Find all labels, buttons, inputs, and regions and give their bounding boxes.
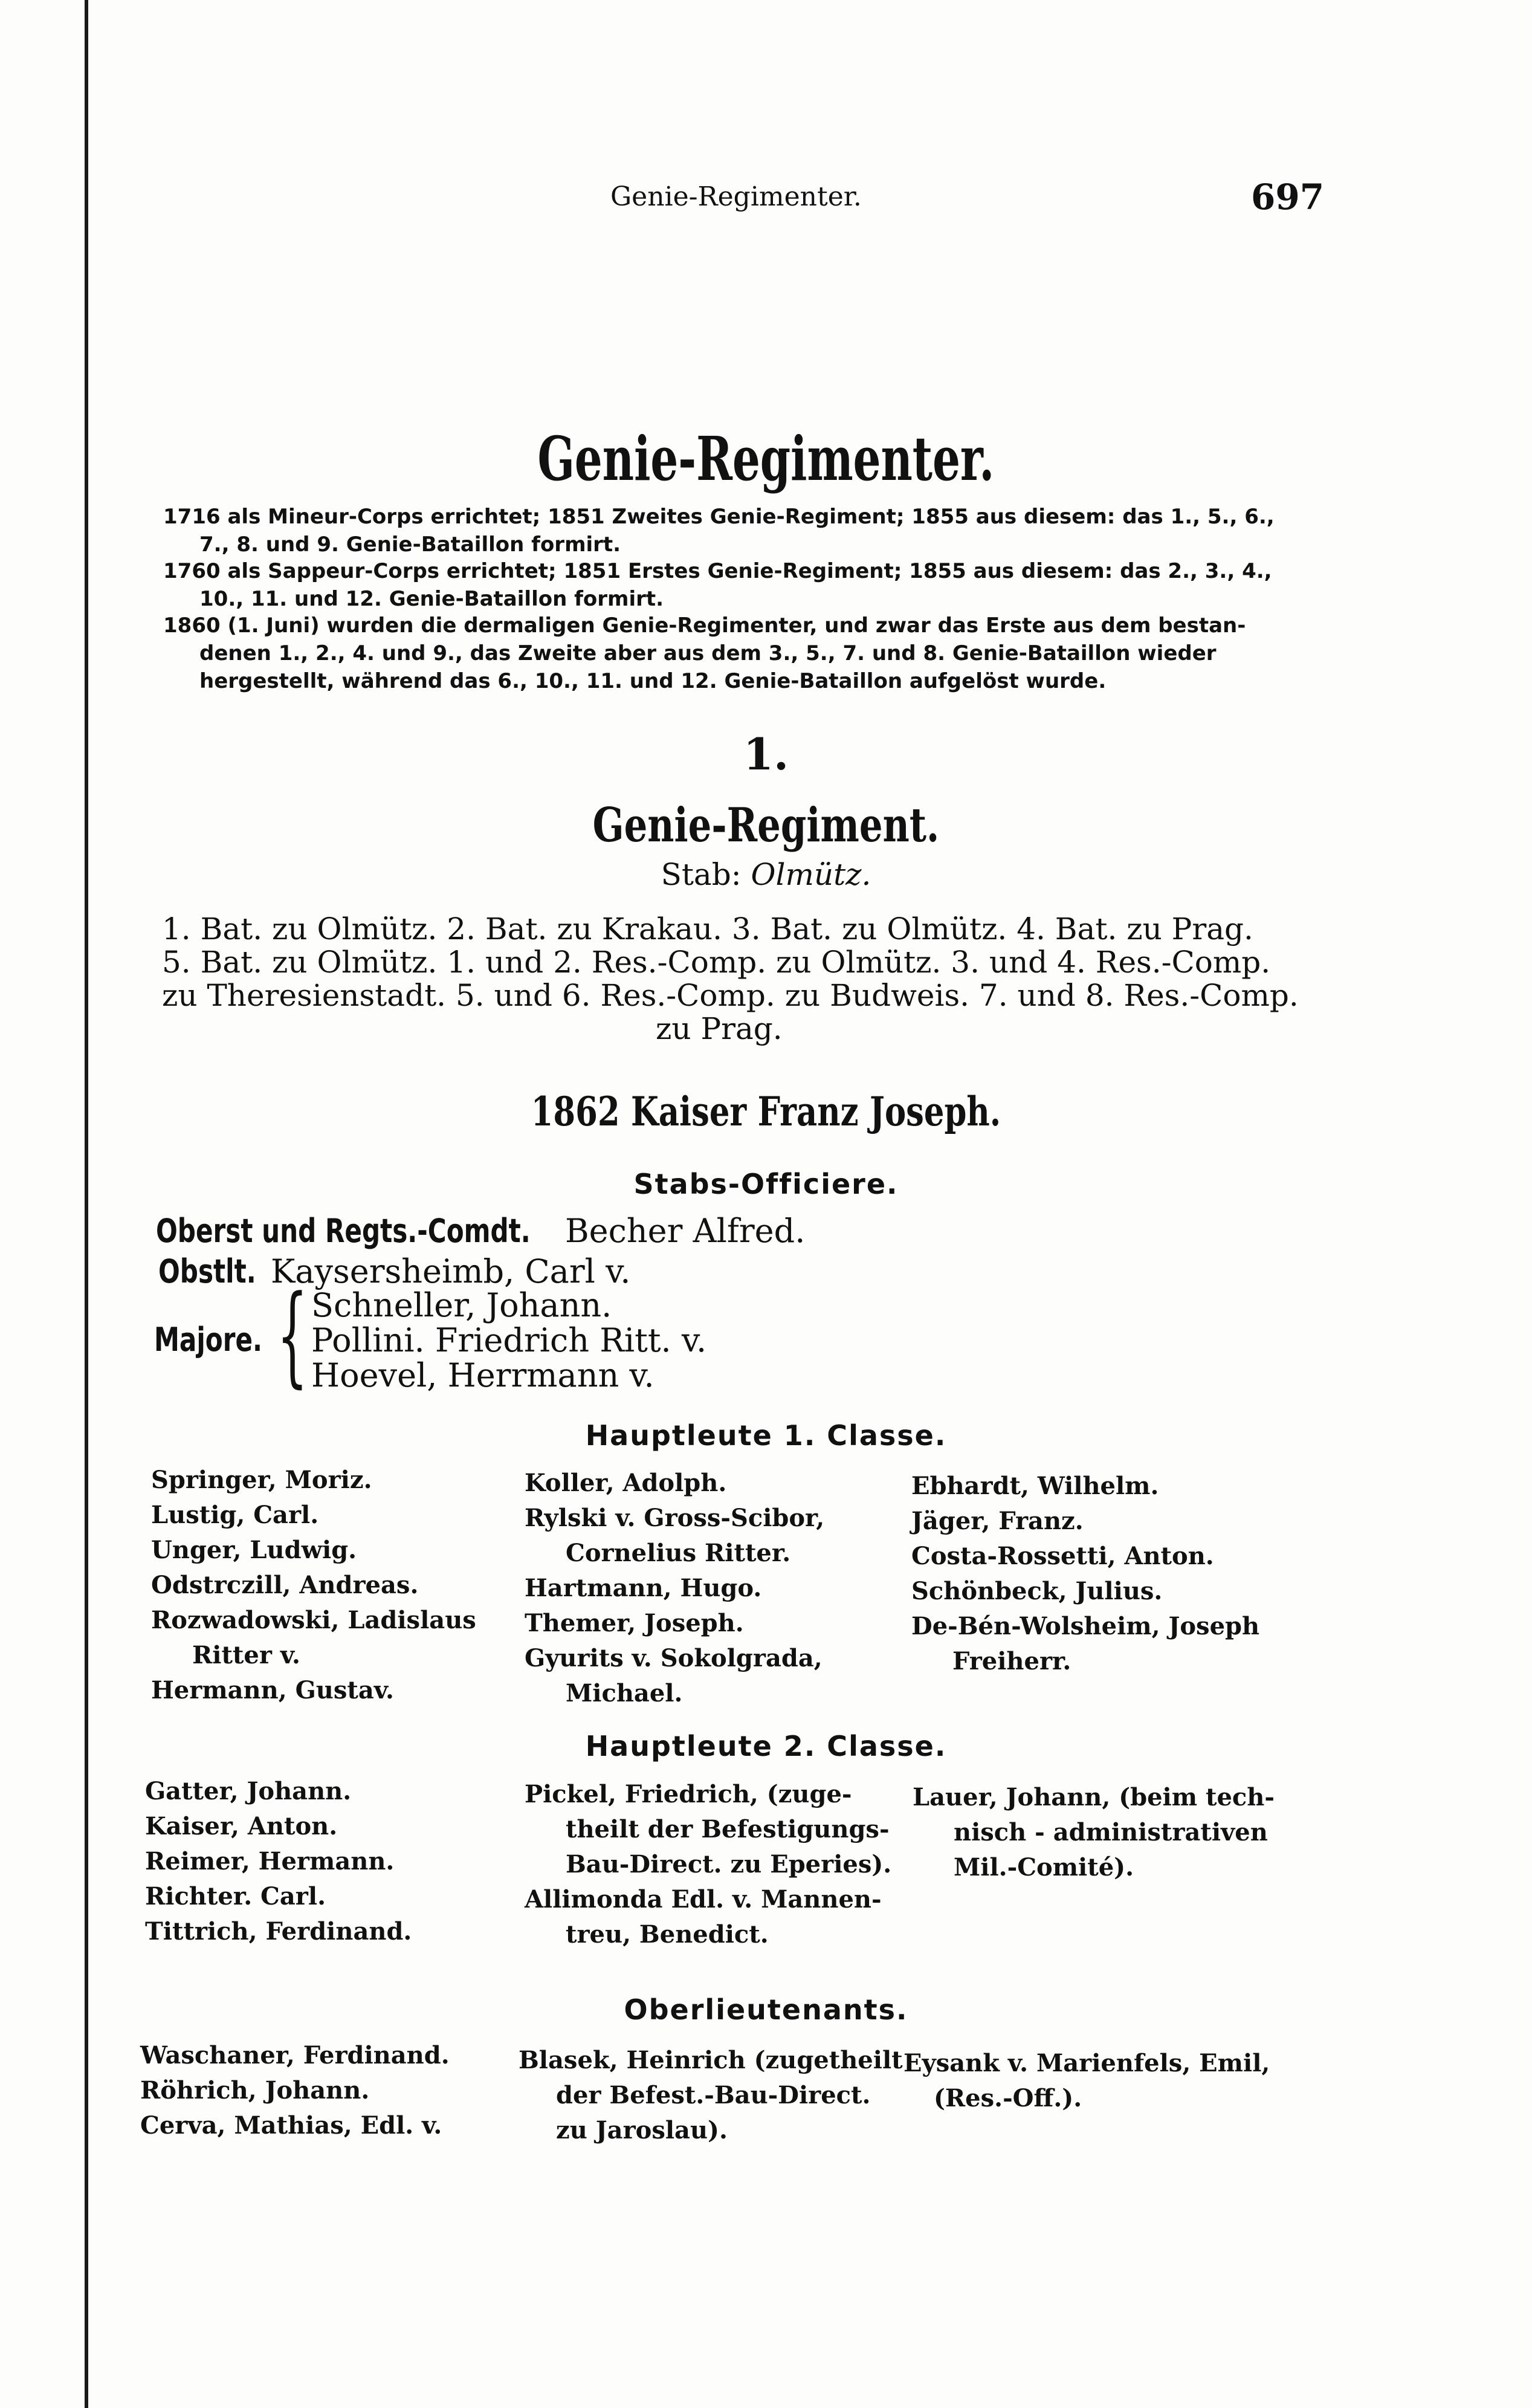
owner-heading: 1862 Kaiser Franz Joseph. xyxy=(531,1088,1001,1135)
entry-continuation: Bau-Direct. zu Eperies). xyxy=(566,1850,892,1879)
entry-continuation: Michael. xyxy=(566,1679,683,1707)
entry-continuation: zu Jaroslau). xyxy=(556,2116,728,2144)
left-margin-rule xyxy=(85,0,88,2408)
entry-line: Allimonda Edl. v. Mannen- xyxy=(525,1885,882,1914)
history-line: 1860 (1. Juni) wurden die dermaligen Genie-Regimenter, und zwar das Erste aus dem bestan- xyxy=(163,613,1246,638)
list-item xyxy=(525,1501,824,1571)
history-entry xyxy=(163,557,1293,613)
history-line: denen 1., 2., 4. und 9., das Zweite aber aus dem 3., 5., 7. und 8. Genie-Bataillon wieder hergestellt, während das 6., 10., 11. und 12. Genie-Bataillon aufgelöst wurde. xyxy=(199,641,1217,693)
entry-line: Gyurits v. Sokolgrada, xyxy=(525,1644,823,1672)
stab-label: Stab: xyxy=(661,857,742,892)
entry-continuation: Mil.-Comité). xyxy=(954,1853,1134,1882)
majore-label: Majore. xyxy=(154,1321,263,1359)
entry-continuation: Cornelius Ritter. xyxy=(566,1539,791,1567)
list-item: Themer, Joseph. xyxy=(525,1609,744,1637)
list-item: Cerva, Mathias, Edl. v. xyxy=(140,2111,442,2140)
list-item: Koller, Adolph. xyxy=(525,1469,727,1497)
stab-line xyxy=(0,857,1532,892)
list-item xyxy=(911,1609,1259,1679)
list-item: Hartmann, Hugo. xyxy=(525,1574,762,1602)
obstlt-label: Obstlt. xyxy=(158,1252,256,1290)
entry-line: Rozwadowski, Ladislaus xyxy=(151,1606,476,1634)
list-item: Odstrczill, Andreas. xyxy=(151,1571,419,1599)
list-item: Schönbeck, Julius. xyxy=(911,1577,1163,1605)
hauptleute-2-column-3 xyxy=(913,1780,1275,1885)
majore-row xyxy=(154,1321,293,1359)
list-item: Jäger, Franz. xyxy=(911,1507,1084,1535)
list-item: Kaiser, Anton. xyxy=(145,1812,338,1840)
oberlieutenants-column-3 xyxy=(903,2046,1270,2116)
list-item xyxy=(525,1777,891,1882)
list-item: Unger, Ludwig. xyxy=(151,1536,357,1564)
list-item xyxy=(519,2043,903,2148)
garrison-line: zu Prag. xyxy=(656,1011,783,1046)
oberst-name: Becher Alfred. xyxy=(565,1212,806,1250)
regiment-number: 1. xyxy=(743,728,789,780)
history-line: 7., 8. und 9. Genie-Bataillon formirt. xyxy=(199,532,621,557)
entry-continuation: der Befest.-Bau-Direct. xyxy=(556,2081,871,2109)
obstlt-row xyxy=(158,1252,283,1290)
section-heading-hauptleute-2: Hauptleute 2. Classe. xyxy=(585,1730,947,1762)
entry-line: De-Bén-Wolsheim, Joseph xyxy=(911,1612,1260,1640)
list-item: Costa-Rossetti, Anton. xyxy=(911,1542,1214,1570)
list-item xyxy=(913,1780,1275,1885)
hauptleute-1-column-1 xyxy=(151,1463,476,1708)
list-item: Ebhardt, Wilhelm. xyxy=(911,1472,1159,1500)
list-item: Tittrich, Ferdinand. xyxy=(145,1917,412,1946)
history-line: 1716 als Mineur-Corps errichtet; 1851 Zweites Genie-Regiment; 1855 aus diesem: das 1., 5., 6., xyxy=(163,505,1275,529)
major-name: Schneller, Johann. xyxy=(311,1286,612,1324)
list-item: Lustig, Carl. xyxy=(151,1501,319,1529)
stab-place: Olmütz. xyxy=(751,857,871,892)
garrison-line: zu Theresienstadt. 5. und 6. Res.-Comp. zu Budweis. 7. und 8. Res.-Comp. xyxy=(162,978,1299,1013)
section-heading-hauptleute-1: Hauptleute 1. Classe. xyxy=(585,1419,947,1452)
history-line: 1760 als Sappeur-Corps errichtet; 1851 Erstes Genie-Regiment; 1855 aus diesem: das 2., 3., 4., xyxy=(163,559,1272,583)
entry-line: Eysank v. Marienfels, Emil, xyxy=(903,2049,1270,2077)
entry-continuation: (Res.-Off.). xyxy=(934,2084,1082,2112)
garrison-line: 1. Bat. zu Olmütz. 2. Bat. zu Krakau. 3. Bat. zu Olmütz. 4. Bat. zu Prag. xyxy=(162,911,1253,947)
history-line: 10., 11. und 12. Genie-Bataillon formirt. xyxy=(199,587,664,611)
hauptleute-1-column-3 xyxy=(911,1469,1259,1679)
major-name: Pollini. Friedrich Ritt. v. xyxy=(311,1321,707,1359)
hauptleute-2-column-2 xyxy=(525,1777,891,1952)
entry-line: Blasek, Heinrich (zugetheilt xyxy=(519,2046,903,2074)
major-name: Hoevel, Herrmann v. xyxy=(311,1356,654,1394)
brace-icon: { xyxy=(277,1272,308,1399)
entry-continuation: treu, Benedict. xyxy=(566,1920,769,1949)
entry-line: Lauer, Johann, (beim tech- xyxy=(913,1783,1275,1811)
list-item: Hermann, Gustav. xyxy=(151,1676,394,1704)
entry-continuation: Ritter v. xyxy=(192,1641,300,1669)
list-item xyxy=(903,2046,1270,2116)
section-heading-oberlieutenants: Oberlieutenants. xyxy=(624,1993,908,2026)
page-number: 697 xyxy=(1251,176,1325,218)
entry-continuation: Freiherr. xyxy=(952,1647,1071,1675)
list-item: Waschaner, Ferdinand. xyxy=(140,2041,450,2070)
garrison-line: 5. Bat. zu Olmütz. 1. und 2. Res.-Comp. zu Olmütz. 3. und 4. Res.-Comp. xyxy=(162,945,1271,980)
oberlieutenants-column-1 xyxy=(140,2038,450,2143)
regiment-title: Genie-Regiment. xyxy=(592,798,940,853)
list-item: Springer, Moriz. xyxy=(151,1466,372,1494)
list-item xyxy=(525,1641,824,1711)
list-item: Gatter, Johann. xyxy=(145,1777,352,1805)
oberlieutenants-column-2 xyxy=(519,2043,903,2148)
section-heading-stabs-officiere: Stabs-Officiere. xyxy=(633,1168,899,1200)
list-item: Richter. Carl. xyxy=(145,1882,326,1911)
entry-continuation: nisch - administrativen xyxy=(954,1818,1268,1846)
entry-line: Rylski v. Gross-Scibor, xyxy=(525,1504,825,1532)
list-item: Reimer, Hermann. xyxy=(145,1847,395,1876)
entry-line: Pickel, Friedrich, (zuge- xyxy=(525,1780,852,1808)
history-entry xyxy=(163,503,1293,558)
history-entry xyxy=(163,612,1293,695)
page-title: Genie-Regimenter. xyxy=(537,423,995,494)
hauptleute-2-column-1 xyxy=(145,1774,412,1949)
list-item xyxy=(151,1603,476,1673)
hauptleute-1-column-2 xyxy=(525,1466,824,1711)
oberst-label: Oberst und Regts.-Comdt. xyxy=(156,1212,531,1250)
entry-continuation: theilt der Befestigungs- xyxy=(566,1815,890,1843)
oberst-row xyxy=(156,1212,636,1250)
obstlt-name: Kaysersheimb, Carl v. xyxy=(271,1252,631,1290)
running-head: Genie-Regimenter. xyxy=(610,181,862,212)
list-item: Röhrich, Johann. xyxy=(140,2076,370,2105)
list-item xyxy=(525,1882,891,1952)
